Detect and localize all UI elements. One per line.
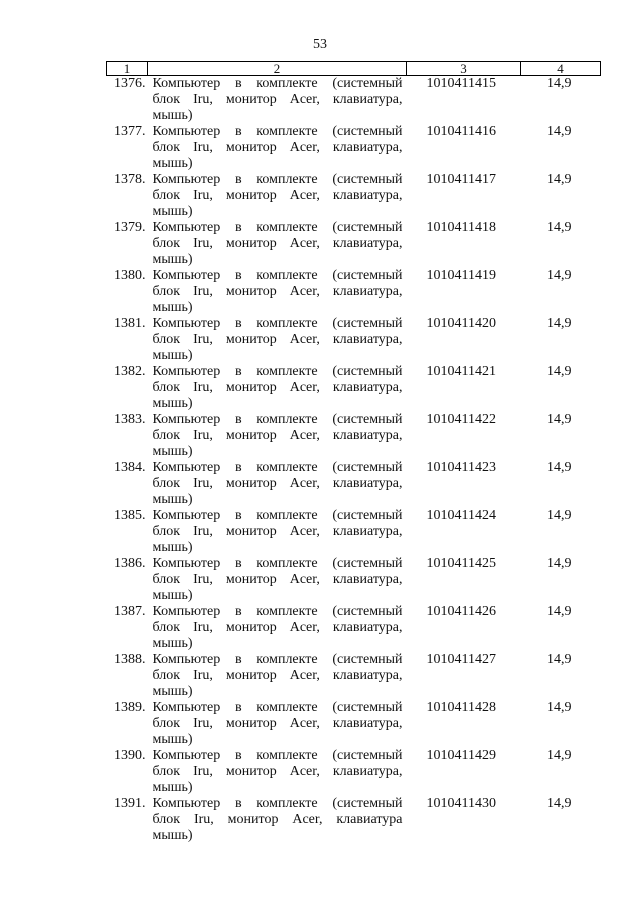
row-number: 1385.: [114, 508, 146, 523]
item-description: [148, 700, 407, 748]
description-line: Компьютер в комплекте (системный: [152, 268, 403, 283]
header-col-3: 3: [407, 62, 521, 76]
row-number: 1376.: [114, 76, 146, 91]
description-line: блок Iru, монитор Acer, клавиатура,: [152, 332, 403, 347]
item-value: 14,9: [547, 556, 572, 571]
item-description: [148, 604, 407, 652]
table-row: [107, 796, 601, 844]
description-line: мышь): [152, 300, 193, 315]
row-number: 1388.: [114, 652, 146, 667]
item-value: 14,9: [547, 748, 572, 763]
item-value: 14,9: [547, 796, 572, 811]
table-header: [107, 62, 601, 76]
description-line: Компьютер в комплекте (системный: [152, 460, 403, 475]
description-line: блок Iru, монитор Acer, клавиатура,: [152, 428, 403, 443]
description-line: блок Iru, монитор Acer, клавиатура,: [152, 668, 403, 683]
item-description: [148, 460, 407, 508]
row-number: 1381.: [114, 316, 146, 331]
description-line: мышь): [152, 636, 193, 651]
table-row: [107, 460, 601, 508]
item-value: 14,9: [547, 460, 572, 475]
item-description: [148, 508, 407, 556]
item-value: 14,9: [547, 124, 572, 139]
item-value: 14,9: [547, 76, 572, 91]
item-description: [148, 796, 407, 844]
inventory-code: 1010411425: [426, 556, 496, 571]
description-line: Компьютер в комплекте (системный: [152, 124, 403, 139]
table-row: [107, 604, 601, 652]
row-number: 1391.: [114, 796, 146, 811]
item-value: 14,9: [547, 172, 572, 187]
inventory-code: 1010411426: [426, 604, 496, 619]
row-number: 1389.: [114, 700, 146, 715]
item-value: 14,9: [547, 268, 572, 283]
row-number: 1378.: [114, 172, 146, 187]
description-line: блок Iru, монитор Acer, клавиатура,: [152, 188, 403, 203]
item-description: [148, 124, 407, 172]
description-line: Компьютер в комплекте (системный: [152, 412, 403, 427]
description-line: мышь): [152, 828, 193, 843]
description-line: мышь): [152, 540, 193, 555]
table-row: [107, 268, 601, 316]
description-line: блок Iru, монитор Acer, клавиатура: [152, 812, 403, 827]
row-number: 1380.: [114, 268, 146, 283]
row-number: 1384.: [114, 460, 146, 475]
inventory-code: 1010411416: [426, 124, 496, 139]
description-line: Компьютер в комплекте (системный: [152, 316, 403, 331]
inventory-code: 1010411420: [426, 316, 496, 331]
description-line: мышь): [152, 492, 193, 507]
description-line: Компьютер в комплекте (системный: [152, 220, 403, 235]
description-line: мышь): [152, 732, 193, 747]
item-description: [148, 652, 407, 700]
description-line: блок Iru, монитор Acer, клавиатура,: [152, 380, 403, 395]
description-line: мышь): [152, 252, 193, 267]
table-row: [107, 220, 601, 268]
inventory-code: 1010411415: [426, 76, 496, 91]
item-description: [148, 364, 407, 412]
description-line: блок Iru, монитор Acer, клавиатура,: [152, 284, 403, 299]
item-value: 14,9: [547, 364, 572, 379]
inventory-code: 1010411424: [426, 508, 496, 523]
description-line: блок Iru, монитор Acer, клавиатура,: [152, 236, 403, 251]
description-line: мышь): [152, 156, 193, 171]
description-line: мышь): [152, 108, 193, 123]
item-value: 14,9: [547, 316, 572, 331]
inventory-code: 1010411427: [426, 652, 496, 667]
description-line: блок Iru, монитор Acer, клавиатура,: [152, 524, 403, 539]
row-number: 1377.: [114, 124, 146, 139]
item-value: 14,9: [547, 220, 572, 235]
inventory-code: 1010411422: [426, 412, 496, 427]
description-line: Компьютер в комплекте (системный: [152, 76, 403, 91]
row-number: 1386.: [114, 556, 146, 571]
description-line: Компьютер в комплекте (системный: [152, 700, 403, 715]
description-line: Компьютер в комплекте (системный: [152, 796, 403, 811]
item-description: [148, 556, 407, 604]
description-line: мышь): [152, 396, 193, 411]
item-value: 14,9: [547, 412, 572, 427]
description-line: мышь): [152, 588, 193, 603]
description-line: мышь): [152, 348, 193, 363]
item-description: [148, 412, 407, 460]
description-line: мышь): [152, 444, 193, 459]
description-line: блок Iru, монитор Acer, клавиатура,: [152, 764, 403, 779]
description-line: Компьютер в комплекте (системный: [152, 652, 403, 667]
description-line: мышь): [152, 780, 193, 795]
table-row: [107, 76, 601, 125]
header-row: [107, 62, 601, 76]
item-description: [148, 268, 407, 316]
table-row: [107, 748, 601, 796]
description-line: блок Iru, монитор Acer, клавиатура,: [152, 716, 403, 731]
description-line: Компьютер в комплекте (системный: [152, 364, 403, 379]
table-body: [107, 76, 601, 845]
row-number: 1387.: [114, 604, 146, 619]
inventory-code: 1010411430: [426, 796, 496, 811]
row-number: 1382.: [114, 364, 146, 379]
inventory-code: 1010411418: [426, 220, 496, 235]
description-line: Компьютер в комплекте (системный: [152, 604, 403, 619]
item-description: [148, 76, 407, 125]
table-row: [107, 316, 601, 364]
description-line: блок Iru, монитор Acer, клавиатура,: [152, 620, 403, 635]
page-number: 53: [313, 37, 327, 52]
row-number: 1383.: [114, 412, 146, 427]
item-value: 14,9: [547, 508, 572, 523]
table-row: [107, 508, 601, 556]
description-line: Компьютер в комплекте (системный: [152, 748, 403, 763]
table-row: [107, 172, 601, 220]
item-description: [148, 172, 407, 220]
item-description: [148, 748, 407, 796]
item-description: [148, 220, 407, 268]
description-line: Компьютер в комплекте (системный: [152, 172, 403, 187]
inventory-code: 1010411421: [426, 364, 496, 379]
description-line: блок Iru, монитор Acer, клавиатура,: [152, 140, 403, 155]
table-row: [107, 556, 601, 604]
row-number: 1379.: [114, 220, 146, 235]
table-row: [107, 124, 601, 172]
inventory-code: 1010411423: [426, 460, 496, 475]
description-line: мышь): [152, 204, 193, 219]
item-value: 14,9: [547, 652, 572, 667]
inventory-code: 1010411419: [426, 268, 496, 283]
header-col-1: 1: [107, 62, 148, 76]
table-row: [107, 700, 601, 748]
inventory-code: 1010411429: [426, 748, 496, 763]
table-row: [107, 652, 601, 700]
description-line: блок Iru, монитор Acer, клавиатура,: [152, 476, 403, 491]
inventory-code: 1010411417: [426, 172, 496, 187]
header-col-2: 2: [148, 62, 407, 76]
inventory-code: 1010411428: [426, 700, 496, 715]
description-line: блок Iru, монитор Acer, клавиатура,: [152, 92, 403, 107]
item-value: 14,9: [547, 604, 572, 619]
description-line: блок Iru, монитор Acer, клавиатура,: [152, 572, 403, 587]
inventory-table: [106, 61, 601, 844]
row-number: 1390.: [114, 748, 146, 763]
item-description: [148, 316, 407, 364]
item-value: 14,9: [547, 700, 572, 715]
description-line: Компьютер в комплекте (системный: [152, 556, 403, 571]
table-row: [107, 412, 601, 460]
description-line: мышь): [152, 684, 193, 699]
table-row: [107, 364, 601, 412]
description-line: Компьютер в комплекте (системный: [152, 508, 403, 523]
header-col-4: 4: [521, 62, 601, 76]
